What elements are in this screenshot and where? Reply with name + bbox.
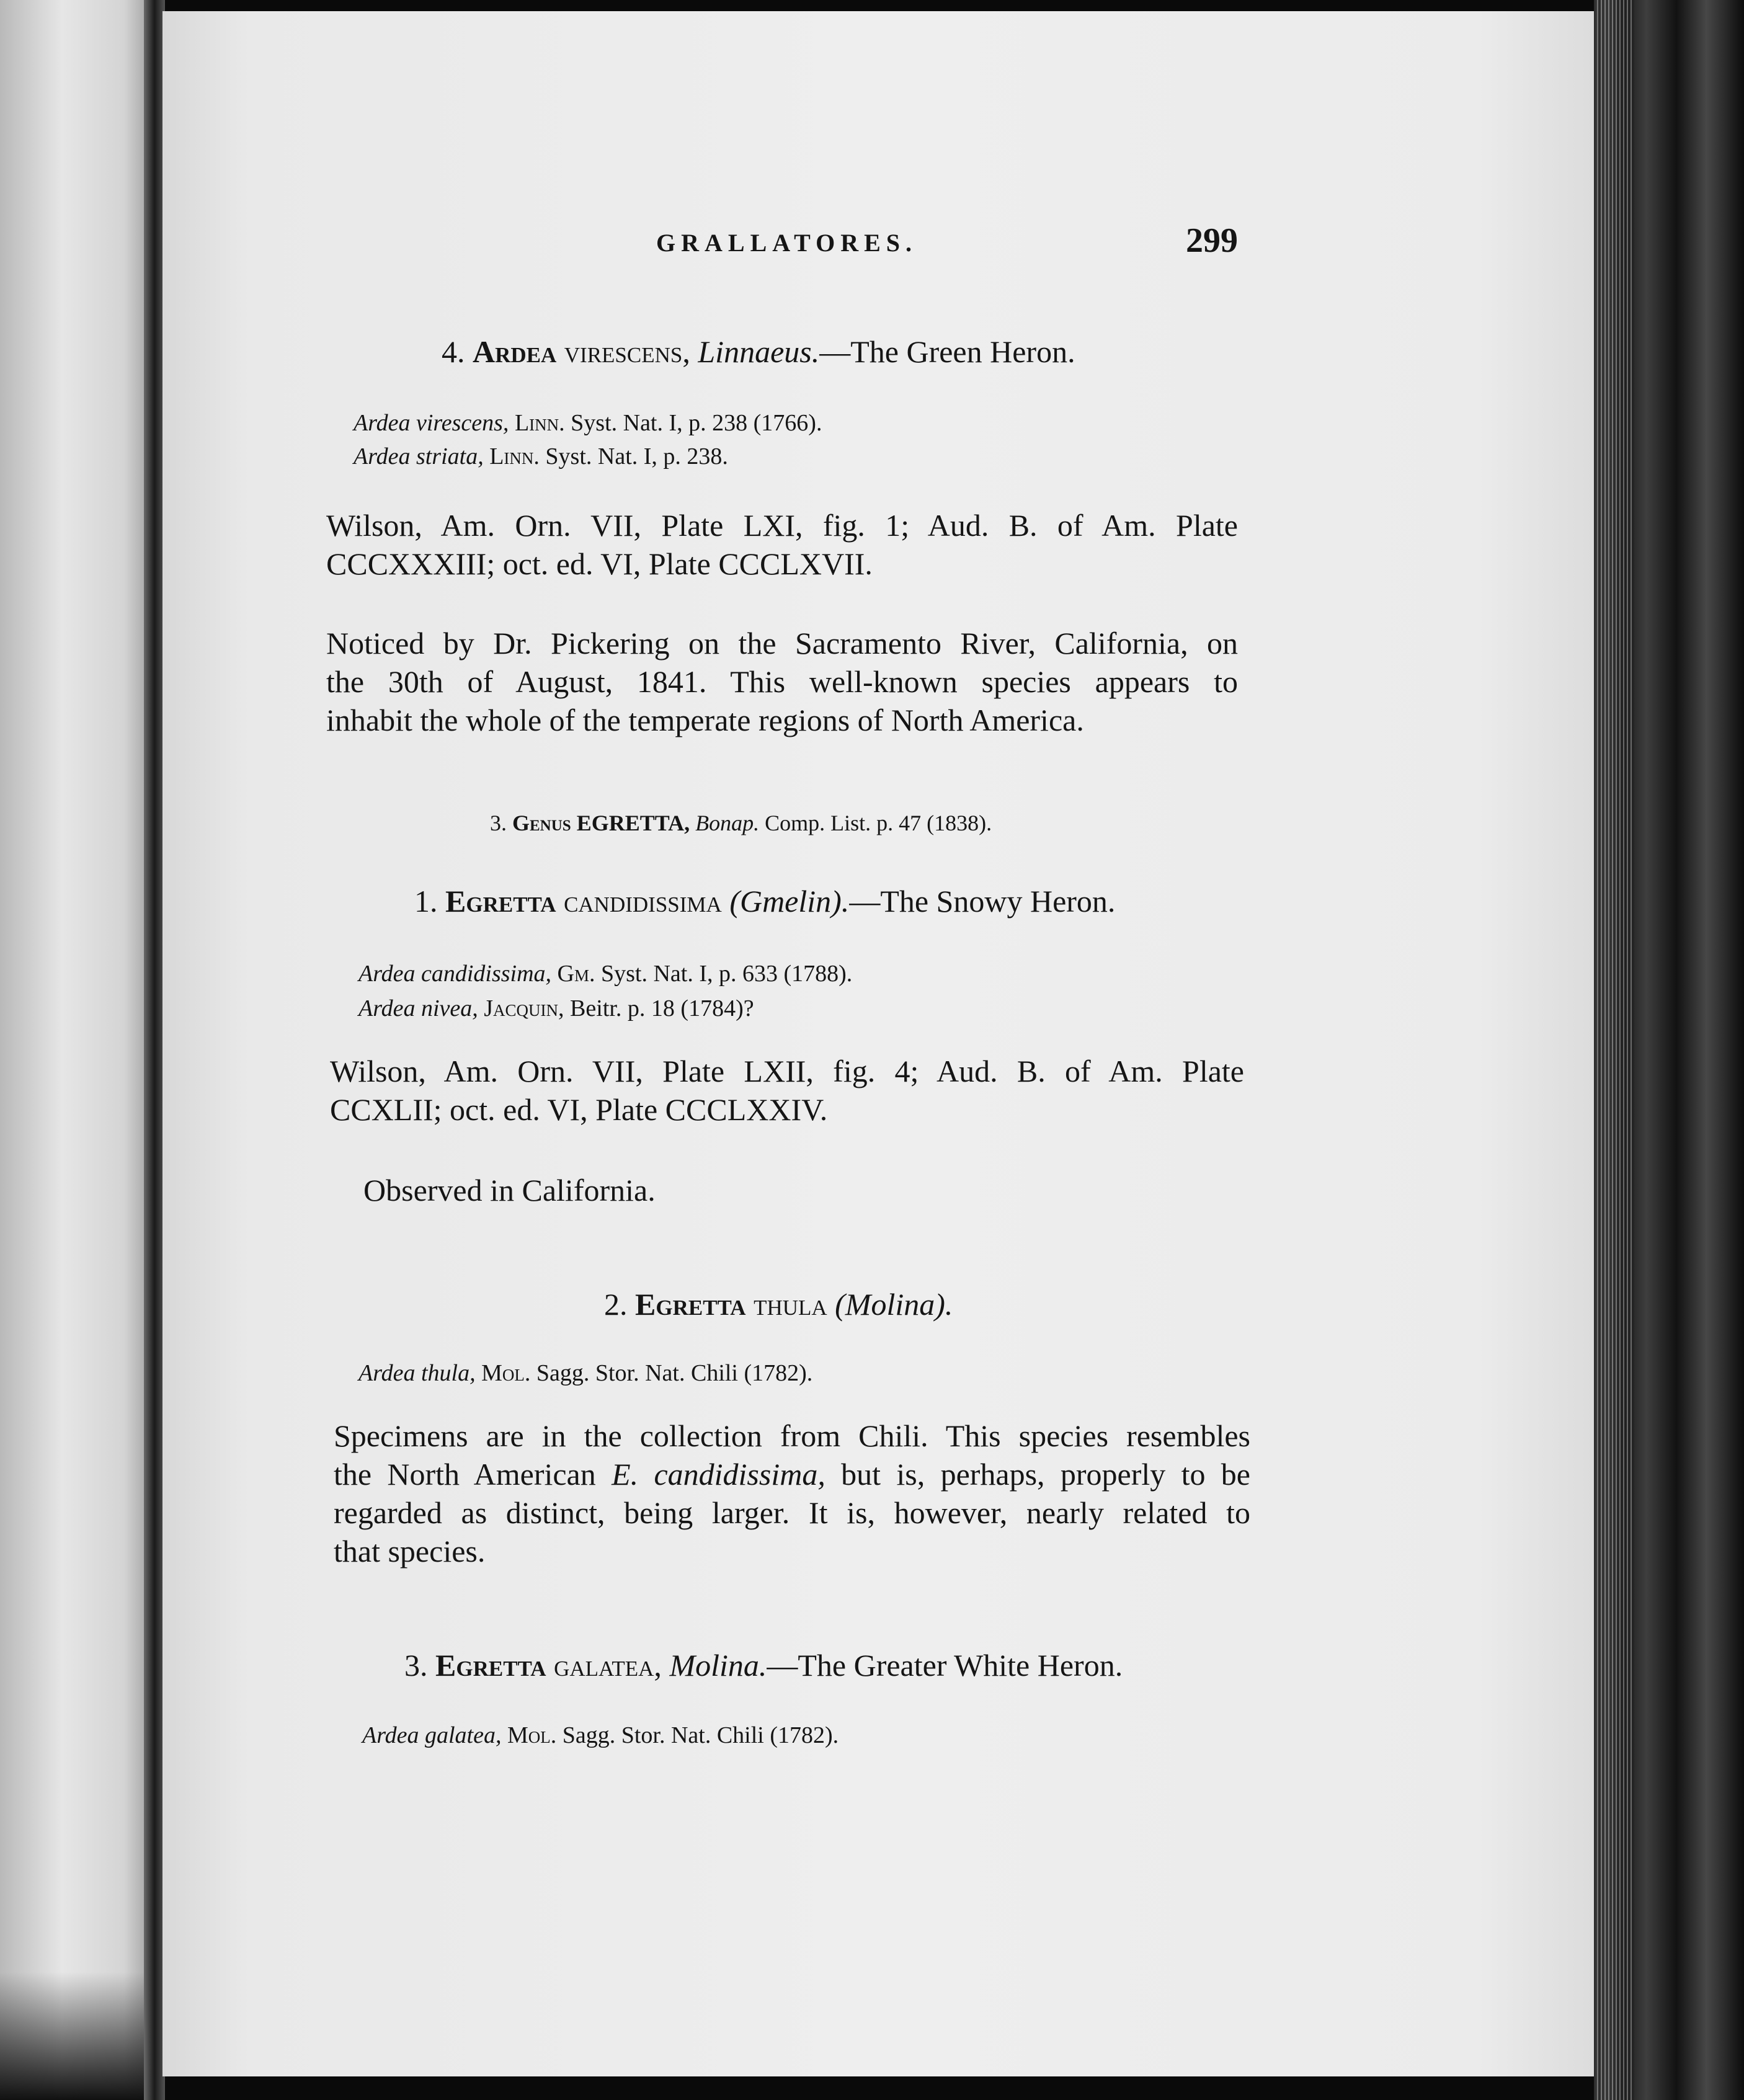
genus-name: Egretta [635,1287,746,1322]
plates-line: Wilson, Am. Orn. VII, Plate LXI, fig. 1; Aud. B. of Am. Plate [326,508,1238,543]
synonym-ref: Sagg. Stor. Nat. Chili (1782). [562,1722,839,1748]
genus-label: Genus [512,811,571,835]
genus-title: EGRETTA, [576,811,690,835]
species-heading-ardea-virescens [442,334,1075,370]
plates-paragraph [330,1052,1244,1129]
book-gutter [144,0,165,2100]
page-number: 299 [1186,221,1238,260]
synonym-name: Ardea candidissima, [358,961,552,987]
plates-line: CCCXXXIII; oct. ed. VI, Plate CCCLXVII. [326,546,873,581]
synonym-ref: Syst. Nat. I, p. 238. [545,443,728,469]
remarks-line: the 30th of August, 1841. This well-known species appears to [326,664,1238,699]
synonym-line [354,409,822,437]
synonym-author: Mol. [507,1722,557,1748]
synonym-name: Ardea striata, [354,443,484,469]
facing-page-shadow [0,1972,155,2100]
synonym-ref: Syst. Nat. I, p. 238 (1766). [571,410,822,436]
running-head: GRALLATORES. [656,229,918,257]
species-reference: E. candidissima, [612,1457,825,1492]
synonym-author: Gm. [557,961,595,987]
remark-line: Observed in California. [363,1173,656,1208]
remarks-paragraph [326,624,1238,739]
synonym-ref: Beitr. p. 18 (1784)? [570,995,754,1021]
authority: Molina. [669,1648,767,1683]
remarks-line: inhabit the whole of the temperate regions of North America. [326,703,1084,737]
synonym-ref: Syst. Nat. I, p. 633 (1788). [600,961,853,987]
synonym-author: Jacquin, [484,995,564,1021]
genus-heading [490,810,992,836]
authority: (Molina). [835,1287,953,1322]
species-name: galatea, [554,1648,662,1683]
synonym-author: Linn. [489,443,540,469]
common-name: —The Snowy Heron. [849,884,1116,919]
book-page [162,11,1594,2076]
plates-line: CCXLII; oct. ed. VI, Plate CCCLXXIV. [330,1092,828,1127]
remarks-text: the North American [334,1457,596,1492]
synonym-name: Ardea virescens, [354,410,509,436]
species-number: 4. [442,334,465,369]
common-name: —The Greater White Heron. [767,1648,1123,1683]
species-number: 1. [414,884,438,919]
plates-paragraph [326,506,1238,583]
species-name: thula [754,1287,827,1322]
remarks-line: Noticed by Dr. Pickering on the Sacramento River, California, on [326,626,1238,661]
synonym-ref: Sagg. Stor. Nat. Chili (1782). [536,1360,813,1386]
remarks-line: regarded as distinct, being larger. It is, however, nearly related to [334,1495,1250,1530]
page-stack-edges [1597,0,1634,2100]
synonym-author: Mol. [481,1360,531,1386]
species-name: virescens, [564,334,690,369]
species-name: candidissima [564,884,722,919]
synonym-name: Ardea nivea, [358,995,478,1021]
synonym-name: Ardea thula, [358,1360,476,1386]
genus-authority: Bonap. [695,811,760,835]
synonym-author: Linn. [514,410,565,436]
synonym-line [358,960,852,987]
remarks-line [334,1455,1250,1493]
authority: Linnaeus. [698,334,820,369]
remarks-line: Specimens are in the collection from Chili. This species resembles [334,1418,1250,1453]
authority: (Gmelin). [729,884,850,919]
remarks-text: but is, perhaps, properly to be [841,1457,1250,1492]
synonym-line [354,443,728,470]
remarks-line: that species. [334,1534,486,1568]
genus-name: Egretta [445,884,556,919]
genus-number: 3. [490,811,507,835]
facing-page-edge [0,0,155,2100]
species-number: 2. [604,1287,628,1322]
synonym-line [362,1722,839,1749]
species-heading-egretta-candidissima [414,883,1115,919]
synonym-name: Ardea galatea, [362,1722,502,1748]
genus-name: Ardea [473,334,557,369]
species-heading-egretta-thula [604,1286,953,1322]
synonym-line [358,1359,812,1387]
remarks-paragraph [334,1417,1250,1570]
species-heading-egretta-galatea [404,1647,1123,1683]
common-name: —The Green Heron. [819,334,1075,369]
plates-line: Wilson, Am. Orn. VII, Plate LXII, fig. 4; Aud. B. of Am. Plate [330,1054,1244,1088]
species-number: 3. [404,1648,428,1683]
genus-name: Egretta [435,1648,546,1683]
genus-ref: Comp. List. p. 47 (1838). [765,811,992,835]
synonym-line [358,995,754,1022]
